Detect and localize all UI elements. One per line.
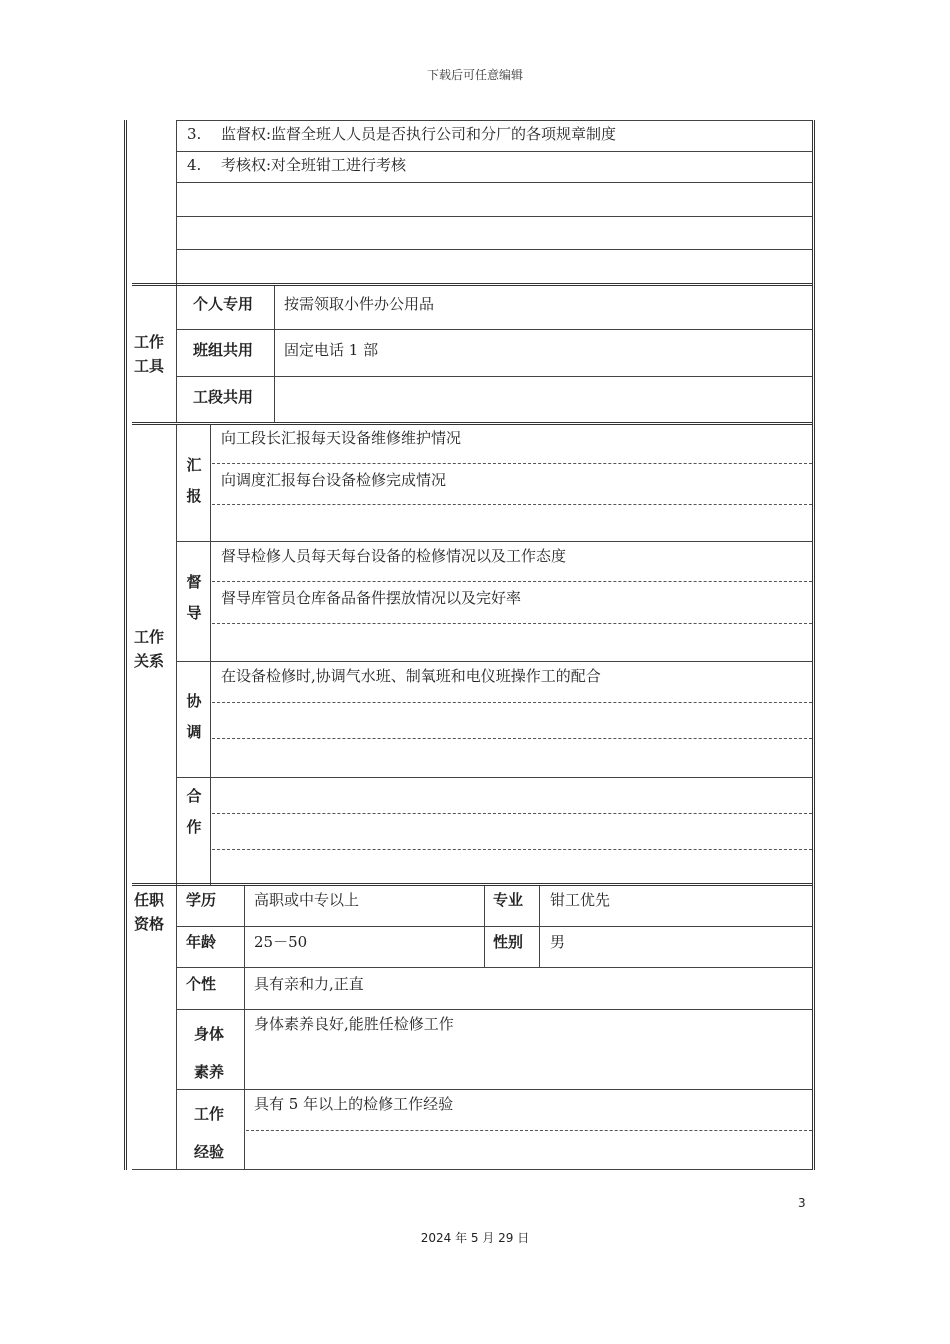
divider xyxy=(176,886,177,1170)
divider xyxy=(132,1169,812,1170)
relation-line: 向调度汇报每台设备检修完成情况 xyxy=(221,471,447,489)
education-value: 高职或中专以上 xyxy=(254,891,360,909)
relation-group-label: 督导 xyxy=(186,573,202,622)
table-left-border xyxy=(124,120,127,1170)
authority-item-text: 考核权:对全班钳工进行考核 xyxy=(221,156,407,174)
page-date: 2024 年 5 月 29 日 xyxy=(420,1231,530,1245)
divider xyxy=(176,182,812,183)
divider xyxy=(212,504,812,505)
job-description-table xyxy=(124,120,816,1170)
divider xyxy=(176,425,177,885)
gender-value: 男 xyxy=(550,933,566,951)
age-value: 25－50 xyxy=(254,933,308,951)
divider xyxy=(212,581,812,582)
divider xyxy=(176,1009,812,1010)
tools-row-value: 按需领取小件办公用品 xyxy=(284,295,435,313)
physical-value: 身体素养良好,能胜任检修工作 xyxy=(254,1015,454,1033)
relation-group-label: 协调 xyxy=(186,692,202,741)
gender-label: 性别 xyxy=(493,933,524,951)
divider xyxy=(176,120,812,121)
tools-section-label: 工作工具 xyxy=(134,333,165,375)
divider xyxy=(212,702,812,703)
divider xyxy=(176,151,812,152)
personality-label: 个性 xyxy=(186,975,217,993)
personality-value: 具有亲和力,正直 xyxy=(254,975,364,993)
relation-group-label: 合作 xyxy=(186,787,202,836)
divider xyxy=(176,661,812,662)
divider xyxy=(274,286,275,423)
divider xyxy=(244,886,245,1170)
divider xyxy=(132,422,812,425)
major-value: 钳工优先 xyxy=(550,891,611,909)
divider xyxy=(212,849,812,850)
experience-label: 工作经验 xyxy=(194,1105,225,1161)
divider xyxy=(176,329,812,330)
relation-line: 向工段长汇报每天设备维修维护情况 xyxy=(221,429,462,447)
tools-row-label: 个人专用 xyxy=(193,295,254,313)
tools-row-value: 固定电话 1 部 xyxy=(284,341,379,359)
divider xyxy=(212,738,812,739)
divider xyxy=(176,376,812,377)
divider xyxy=(212,813,812,814)
divider xyxy=(176,286,177,423)
divider xyxy=(176,926,812,927)
authority-item-number: 4. xyxy=(187,156,202,174)
divider xyxy=(212,623,812,624)
relation-line: 督导库管员仓库备品备件摆放情况以及完好率 xyxy=(221,589,522,607)
page-number: 3 xyxy=(798,1196,806,1210)
page-header: 下载后可任意编辑 xyxy=(426,68,523,82)
age-label: 年龄 xyxy=(186,933,217,951)
divider xyxy=(176,120,177,285)
tools-row-label: 班组共用 xyxy=(193,341,254,359)
relations-section-label: 工作关系 xyxy=(134,628,165,670)
physical-label: 身体素养 xyxy=(194,1025,225,1081)
divider xyxy=(176,967,812,968)
divider xyxy=(176,216,812,217)
relation-line: 在设备检修时,协调气水班、制氧班和电仪班操作工的配合 xyxy=(221,667,601,685)
relation-group-label: 汇报 xyxy=(186,456,202,505)
divider xyxy=(212,463,812,464)
relation-line: 督导检修人员每天每台设备的检修情况以及工作态度 xyxy=(221,547,567,565)
education-label: 学历 xyxy=(186,891,217,909)
divider xyxy=(176,249,812,250)
divider xyxy=(176,1089,812,1090)
tools-row-label: 工段共用 xyxy=(193,388,254,406)
divider xyxy=(210,425,211,885)
divider xyxy=(132,883,812,886)
table-right-border xyxy=(812,120,815,1170)
divider xyxy=(132,283,812,286)
divider xyxy=(176,541,812,542)
divider xyxy=(246,1130,812,1131)
authority-item-number: 3. xyxy=(187,125,202,143)
experience-value: 具有 5 年以上的检修工作经验 xyxy=(254,1095,454,1113)
qualifications-section-label: 任职资格 xyxy=(134,891,165,933)
authority-item-text: 监督权:监督全班人人员是否执行公司和分厂的各项规章制度 xyxy=(221,125,617,143)
divider xyxy=(176,777,812,778)
major-label: 专业 xyxy=(493,891,524,909)
